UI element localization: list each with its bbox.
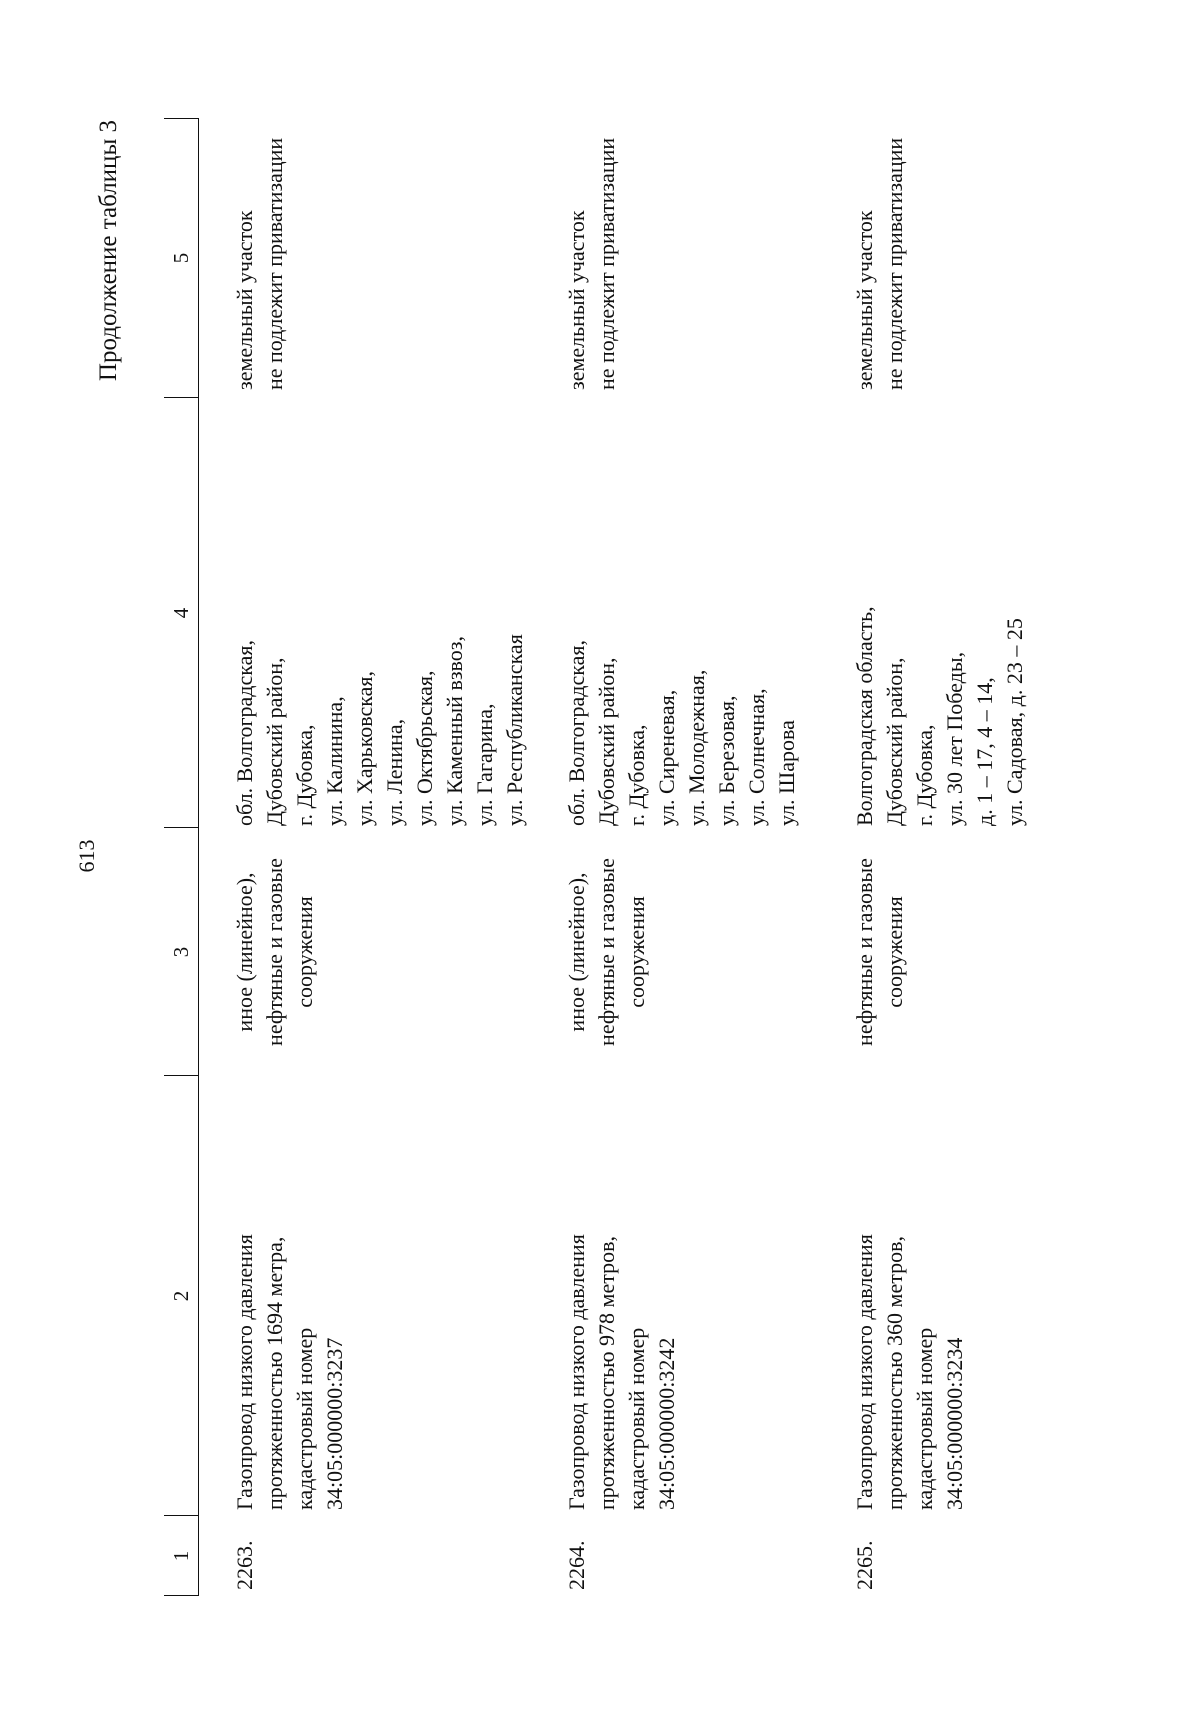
note-line: не подлежит приватизации	[882, 137, 907, 390]
address-line: Дубовский район,	[882, 657, 907, 826]
row-number-cell	[850, 1516, 880, 1596]
address-cell	[850, 398, 1030, 828]
type-line: иное (линейное),	[232, 872, 257, 1032]
note-line: земельный участок	[852, 210, 877, 390]
object-line: Газопровод низкого давления	[232, 1234, 257, 1510]
object-line: кадастровый номер	[292, 1327, 317, 1510]
address-line: ул. Гагарина,	[472, 703, 497, 826]
object-line: 34:05:000000:3237	[322, 1337, 347, 1510]
object-line: кадастровый номер	[624, 1327, 649, 1510]
address-line: г. Дубовка,	[912, 724, 937, 826]
note-line: не подлежит приватизации	[262, 137, 287, 390]
column-number-4: 4	[169, 607, 193, 619]
address-line: ул. Ленина,	[382, 718, 407, 826]
type-cell	[562, 828, 652, 1076]
address-line: Дубовский район,	[594, 657, 619, 826]
column-number-2: 2	[169, 1290, 193, 1302]
address-line: обл. Волгоградская,	[564, 640, 589, 826]
address-line: ул. Харьковская,	[352, 670, 377, 826]
object-line: Газопровод низкого давления	[852, 1234, 877, 1510]
address-line: ул. 30 лет Победы,	[942, 651, 967, 826]
note-line: земельный участок	[564, 210, 589, 390]
note-line: земельный участок	[232, 210, 257, 390]
address-line: ул. Сиреневая,	[654, 689, 679, 826]
address-line: ул. Шарова	[774, 720, 799, 826]
note-cell	[562, 118, 622, 398]
column-divider	[164, 1595, 198, 1596]
type-line: иное (линейное),	[564, 872, 589, 1032]
column-number-3: 3	[169, 946, 193, 958]
type-line: нефтяные и газовые	[262, 858, 287, 1046]
object-line: протяженностью 978 метров,	[594, 1235, 619, 1510]
address-line: Дубовский район,	[262, 657, 287, 826]
note-line: не подлежит приватизации	[594, 137, 619, 390]
object-cell	[850, 1076, 970, 1516]
address-line: ул. Республиканская	[502, 634, 527, 826]
page-number: 613	[74, 839, 99, 873]
object-line: протяженностью 1694 метра,	[262, 1236, 287, 1510]
address-cell	[562, 398, 802, 828]
type-line: нефтяные и газовые	[594, 858, 619, 1046]
address-line: г. Дубовка,	[292, 724, 317, 826]
type-cell	[230, 828, 320, 1076]
column-divider	[164, 1515, 198, 1516]
object-cell	[562, 1076, 682, 1516]
address-line: г. Дубовка,	[624, 724, 649, 826]
address-line: ул. Садовая, д. 23 – 25	[1002, 618, 1027, 826]
row-number: 2265.	[852, 1540, 877, 1590]
address-cell	[230, 398, 530, 828]
column-number-1: 1	[169, 1550, 193, 1562]
object-cell	[230, 1076, 350, 1516]
object-line: протяженностью 360 метров,	[882, 1235, 907, 1510]
column-divider	[164, 397, 198, 398]
address-line: обл. Волгоградская,	[232, 640, 257, 826]
address-line: ул. Каменный взвоз,	[442, 636, 467, 826]
address-line: Волгоградская область,	[852, 606, 877, 826]
type-line: нефтяные и газовые	[852, 858, 877, 1046]
row-number: 2263.	[232, 1540, 257, 1590]
header-rule	[198, 118, 199, 1596]
address-line: ул. Молодежная,	[684, 669, 709, 826]
address-line: ул. Солнечная,	[744, 688, 769, 826]
object-line: 34:05:000000:3242	[654, 1337, 679, 1510]
object-line: 34:05:000000:3234	[942, 1337, 967, 1510]
column-divider	[164, 827, 198, 828]
address-line: ул. Березовая,	[714, 695, 739, 826]
type-line: сооружения	[292, 896, 317, 1008]
object-line: Газопровод низкого давления	[564, 1234, 589, 1510]
note-cell	[850, 118, 910, 398]
type-cell	[850, 828, 910, 1076]
table-column-numbers	[164, 118, 198, 1596]
row-number-cell	[562, 1516, 592, 1596]
address-line: ул. Калинина,	[322, 696, 347, 826]
object-line: кадастровый номер	[912, 1327, 937, 1510]
column-divider	[164, 118, 198, 119]
address-line: ул. Октябрьская,	[412, 670, 437, 826]
type-line: сооружения	[624, 896, 649, 1008]
type-line: сооружения	[882, 896, 907, 1008]
continuation-label: Продолжение таблицы 3	[95, 120, 122, 382]
row-number-cell	[230, 1516, 260, 1596]
column-number-5: 5	[169, 252, 193, 264]
column-divider	[164, 1075, 198, 1076]
row-number: 2264.	[564, 1540, 589, 1590]
note-cell	[230, 118, 290, 398]
address-line: д. 1 – 17, 4 – 14,	[972, 677, 997, 826]
